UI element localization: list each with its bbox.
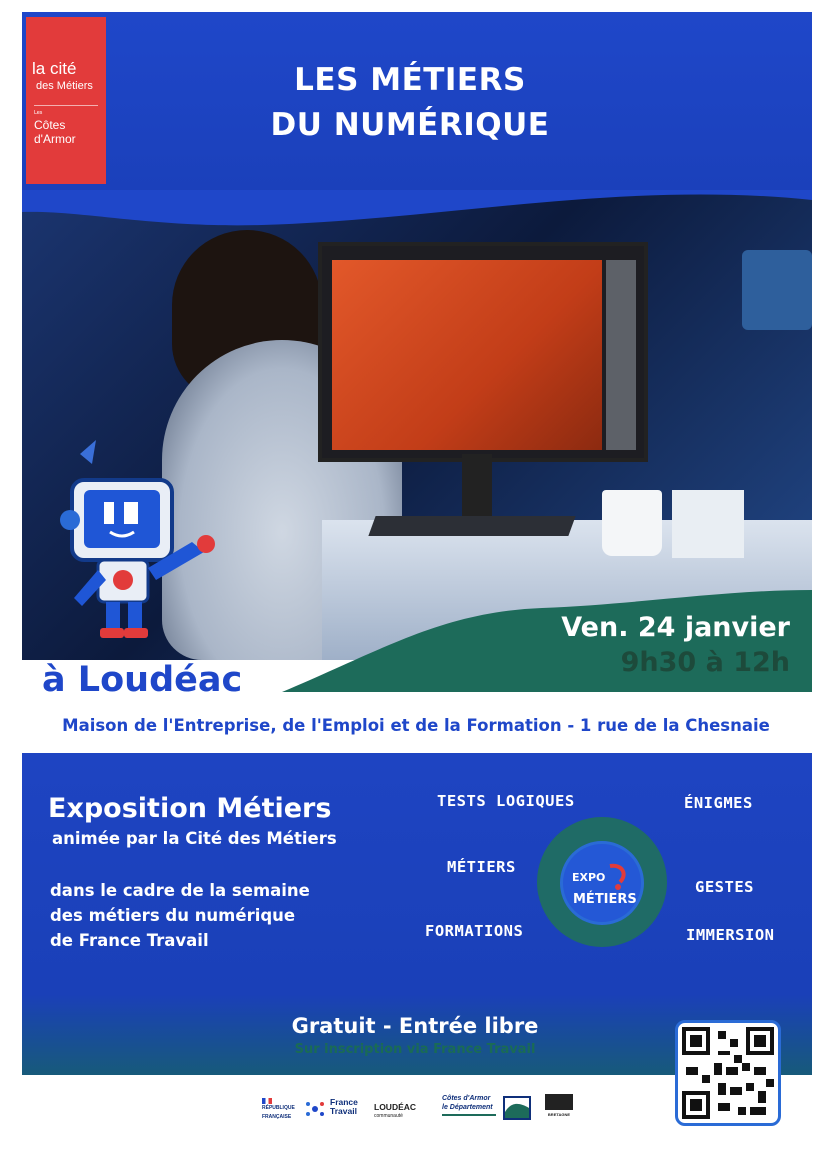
bretagne-label: BRETAGNE (547, 1112, 571, 1117)
activity-formations: FORMATIONS (425, 922, 524, 940)
activity-enigmes: ÉNIGMES (684, 794, 753, 812)
event-date: Ven. 24 janvier (561, 612, 790, 643)
event-address: Maison de l'Entreprise, de l'Emploi et de la Formation - 1 rue de la Chesnaie (62, 716, 770, 735)
signup-info: Sur inscription via France Travail (294, 1042, 536, 1057)
free-entry: Gratuit - Entrée libre (291, 1014, 539, 1038)
partner-bretagne (545, 1094, 573, 1119)
cotes-darmor-mark-icon (503, 1096, 531, 1120)
mug (602, 490, 662, 556)
france-travail-line2: Travail (330, 1106, 357, 1116)
partner-cotes-darmor (442, 1094, 496, 1116)
wave-mark-icon (505, 1098, 529, 1118)
expo-logo-mark-icon (606, 862, 628, 892)
cotes-line1: Côtes d'Armor (442, 1095, 491, 1102)
description-line: dans le cadre de la semaine (50, 881, 310, 900)
expo-logo-line2: MÉTIERS (573, 892, 637, 907)
logo-small-text: Les (34, 110, 43, 116)
logo-dept-line1: Côtes (34, 118, 66, 132)
cite-des-metiers-logo (26, 17, 106, 184)
monitor-stand (462, 454, 492, 524)
logo-line2: des Métiers (36, 80, 93, 92)
france-travail-line1: France (330, 1097, 358, 1107)
logo-divider (34, 105, 98, 106)
title-line2: DU NUMÉRIQUE (270, 107, 550, 143)
logo-department (34, 118, 76, 146)
monitor-screen (332, 260, 602, 450)
event-city: à Loudéac (42, 660, 243, 700)
france-travail-icon (304, 1098, 326, 1120)
activity-gestes: GESTES (695, 878, 754, 896)
logo-dept-line2: d'Armor (34, 132, 76, 146)
event-time: 9h30 à 12h (620, 647, 790, 678)
activity-tests-logiques: TESTS LOGIQUES (437, 792, 575, 810)
header-wave (22, 190, 812, 250)
exposition-title: Exposition Métiers (48, 793, 332, 824)
monitor-side-panel (606, 260, 636, 450)
loudeac-sub: communauté (374, 1113, 403, 1119)
activity-immersion: IMMERSION (686, 926, 775, 944)
logo-line1: la cité (32, 59, 77, 78)
activity-metiers: MÉTIERS (447, 858, 516, 876)
background-screen (742, 250, 812, 330)
loudeac-label: LOUDÉAC (374, 1102, 417, 1112)
exposition-description (50, 878, 380, 953)
description-line: des métiers du numérique (50, 906, 296, 925)
robot-mascot (52, 440, 222, 640)
partner-loudeac (374, 1103, 416, 1121)
monitor (318, 242, 648, 462)
pencil-holder (672, 490, 744, 558)
qr-code[interactable] (675, 1020, 781, 1126)
title-line1: LES MÉTIERS (294, 62, 526, 98)
partner-republique-label: RÉPUBLIQUE FRANÇAISE (262, 1105, 295, 1120)
description-line: de France Travail (50, 931, 209, 950)
partner-france-travail (304, 1098, 358, 1120)
page-title (230, 58, 590, 148)
bretagne-mark-icon (545, 1094, 573, 1110)
keyboard (368, 516, 575, 536)
qr-code-icon (678, 1023, 778, 1123)
exposition-subtitle: animée par la Cité des Métiers (52, 829, 337, 848)
cotes-underline (442, 1114, 496, 1116)
partner-republique (262, 1098, 298, 1122)
cotes-line2: le Département (442, 1104, 493, 1111)
expo-logo-line1: EXPO (572, 871, 606, 884)
